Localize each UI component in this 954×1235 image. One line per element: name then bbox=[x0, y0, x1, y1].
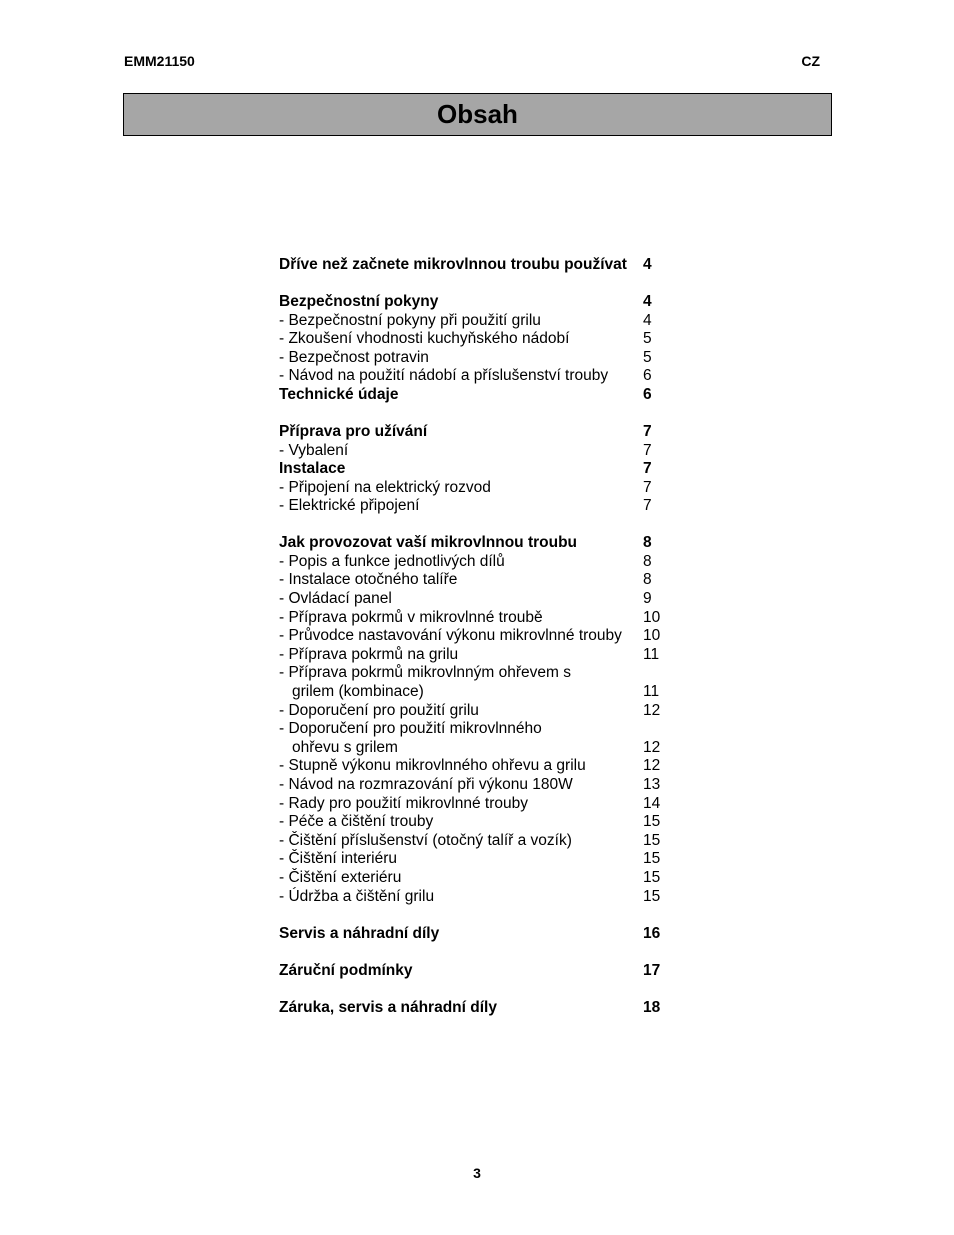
toc-entry-page: 15 bbox=[643, 831, 661, 849]
toc-entry bbox=[279, 683, 679, 702]
toc-entry bbox=[279, 720, 679, 739]
toc-entry-label: - Čištění interiéru bbox=[279, 850, 398, 868]
toc-entry-label: - Návod na rozmrazování při výkonu 180W bbox=[279, 776, 573, 794]
toc-entry-label: - Vybalení bbox=[279, 441, 349, 459]
toc-entry-label: - Bezpečnost potravin bbox=[279, 348, 429, 366]
toc-entry-label: ohřevu s grilem bbox=[292, 738, 398, 756]
toc-entry-page: 15 bbox=[643, 850, 661, 868]
toc-entry bbox=[279, 479, 679, 498]
toc-entry-label: - Čištění příslušenství (otočný talíř a vozík) bbox=[279, 831, 572, 849]
toc-entry-page: 11 bbox=[643, 683, 660, 701]
toc-entry bbox=[279, 571, 679, 590]
toc-entry-page: 4 bbox=[643, 256, 652, 273]
toc-entry-label: - Elektrické připojení bbox=[279, 497, 420, 515]
toc-entry-page: 7 bbox=[643, 497, 652, 515]
toc-entry-label: Instalace bbox=[279, 460, 346, 478]
toc-spacer bbox=[279, 405, 679, 423]
toc-entry-page: 7 bbox=[643, 478, 652, 496]
toc-section bbox=[279, 256, 679, 275]
toc-entry bbox=[279, 609, 679, 628]
toc-entry-label: Dříve než začnete mikrovlnnou troubu používat bbox=[279, 256, 627, 273]
toc-entry-label: - Čištění exteriéru bbox=[279, 868, 402, 886]
toc-entry bbox=[279, 850, 679, 869]
toc-entry bbox=[279, 312, 679, 331]
toc-entry-label: - Zkoušení vhodnosti kuchyňského nádobí bbox=[279, 330, 570, 348]
toc-entry-label: - Popis a funkce jednotlivých dílů bbox=[279, 552, 505, 570]
toc-entry-label: Bezpečnostní pokyny bbox=[279, 292, 439, 310]
toc-entry-page: 7 bbox=[643, 441, 652, 459]
toc-entry-label: Záruka, servis a náhradní díly bbox=[279, 998, 497, 1016]
toc-entry-label: - Péče a čištění trouby bbox=[279, 813, 434, 831]
toc-section bbox=[279, 925, 679, 944]
toc-entry-page: 15 bbox=[643, 887, 661, 905]
toc-entry-label: - Doporučení pro použití mikrovlnného bbox=[279, 720, 542, 738]
toc-spacer bbox=[279, 980, 679, 998]
toc-entry-label: - Doporučení pro použití grilu bbox=[279, 701, 479, 719]
toc-entry-label: grilem (kombinace) bbox=[292, 683, 424, 701]
toc-entry bbox=[279, 702, 679, 721]
toc-entry bbox=[279, 367, 679, 386]
toc-entry-page: 18 bbox=[643, 998, 661, 1016]
toc-section bbox=[279, 999, 679, 1018]
toc-entry-page: 9 bbox=[643, 590, 652, 608]
model-number: EMM21150 bbox=[124, 53, 195, 69]
toc-section bbox=[279, 962, 679, 981]
toc-entry-page: 5 bbox=[643, 330, 652, 348]
toc-entry-label: - Rady pro použití mikrovlnné trouby bbox=[279, 794, 528, 812]
toc-entry-label: - Bezpečnostní pokyny při použití grilu bbox=[279, 311, 541, 329]
toc-entry bbox=[279, 330, 679, 349]
toc-entry-label: - Příprava pokrmů na grilu bbox=[279, 645, 459, 663]
toc-entry-page: 5 bbox=[643, 348, 652, 366]
toc-section bbox=[279, 293, 679, 312]
toc-spacer bbox=[279, 275, 679, 293]
toc-entry-page: 16 bbox=[643, 924, 661, 942]
toc-entry-label: Příprava pro užívání bbox=[279, 422, 428, 440]
toc-spacer bbox=[279, 943, 679, 961]
toc-entry bbox=[279, 553, 679, 572]
toc-entry bbox=[279, 757, 679, 776]
toc-spacer bbox=[279, 516, 679, 534]
toc-section bbox=[279, 534, 679, 553]
toc-entry-page: 15 bbox=[643, 813, 661, 831]
toc-entry-label: - Příprava pokrmů mikrovlnným ohřevem s bbox=[279, 664, 571, 682]
toc-entry-page: 4 bbox=[643, 311, 652, 329]
toc-entry bbox=[279, 869, 679, 888]
page-title: Obsah bbox=[437, 99, 518, 129]
toc-entry bbox=[279, 888, 679, 907]
toc-entry-label: Jak provozovat vaší mikrovlnnou troubu bbox=[279, 534, 578, 552]
toc-entry bbox=[279, 776, 679, 795]
toc-entry-page: 11 bbox=[643, 645, 660, 663]
toc-entry-label: - Příprava pokrmů v mikrovlnné troubě bbox=[279, 608, 543, 626]
toc-entry-page: 12 bbox=[643, 757, 661, 775]
toc-entry-page: 12 bbox=[643, 738, 661, 756]
toc-section bbox=[279, 386, 679, 405]
page-number: 3 bbox=[473, 1165, 481, 1181]
toc-entry bbox=[279, 832, 679, 851]
toc-entry-page: 7 bbox=[643, 422, 652, 440]
toc-spacer bbox=[279, 906, 679, 924]
toc-entry-label: - Ovládací panel bbox=[279, 590, 392, 608]
toc-entry bbox=[279, 664, 679, 683]
toc-entry-page: 10 bbox=[643, 608, 661, 626]
toc-entry-page: 17 bbox=[643, 961, 661, 979]
toc-entry-page: 8 bbox=[643, 571, 652, 589]
toc-entry-label: Servis a náhradní díly bbox=[279, 924, 440, 942]
toc-entry bbox=[279, 349, 679, 368]
toc-entry-label: - Připojení na elektrický rozvod bbox=[279, 478, 491, 496]
toc-entry-page: 15 bbox=[643, 868, 661, 886]
title-banner bbox=[123, 93, 832, 136]
toc-entry bbox=[279, 442, 679, 461]
toc-entry-page: 8 bbox=[643, 534, 652, 552]
toc-entry-page: 6 bbox=[643, 367, 652, 385]
table-of-contents bbox=[279, 256, 679, 1017]
toc-entry bbox=[279, 590, 679, 609]
toc-entry-page: 13 bbox=[643, 776, 661, 794]
toc-entry bbox=[279, 646, 679, 665]
toc-entry bbox=[279, 739, 679, 758]
toc-entry-page: 6 bbox=[643, 385, 652, 403]
toc-entry-page: 4 bbox=[643, 292, 652, 310]
toc-entry bbox=[279, 497, 679, 516]
toc-entry bbox=[279, 627, 679, 646]
toc-entry-page: 12 bbox=[643, 701, 661, 719]
toc-entry-label: - Údržba a čištění grilu bbox=[279, 887, 435, 905]
toc-entry-label: Technické údaje bbox=[279, 385, 399, 403]
toc-entry-page: 10 bbox=[643, 627, 661, 645]
toc-entry-page: 14 bbox=[643, 794, 661, 812]
toc-entry-label: - Instalace otočného talíře bbox=[279, 571, 458, 589]
toc-entry-page: 8 bbox=[643, 552, 652, 570]
language-code: CZ bbox=[801, 53, 820, 69]
toc-section bbox=[279, 460, 679, 479]
toc-entry bbox=[279, 813, 679, 832]
toc-entry bbox=[279, 795, 679, 814]
toc-entry-label: - Stupně výkonu mikrovlnného ohřevu a grilu bbox=[279, 757, 586, 775]
toc-entry-page: 7 bbox=[643, 460, 652, 478]
toc-section bbox=[279, 423, 679, 442]
toc-entry-label: Záruční podmínky bbox=[279, 961, 413, 979]
toc-entry-label: - Průvodce nastavování výkonu mikrovlnné trouby bbox=[279, 627, 622, 645]
toc-entry-label: - Návod na použití nádobí a příslušenství trouby bbox=[279, 367, 609, 385]
